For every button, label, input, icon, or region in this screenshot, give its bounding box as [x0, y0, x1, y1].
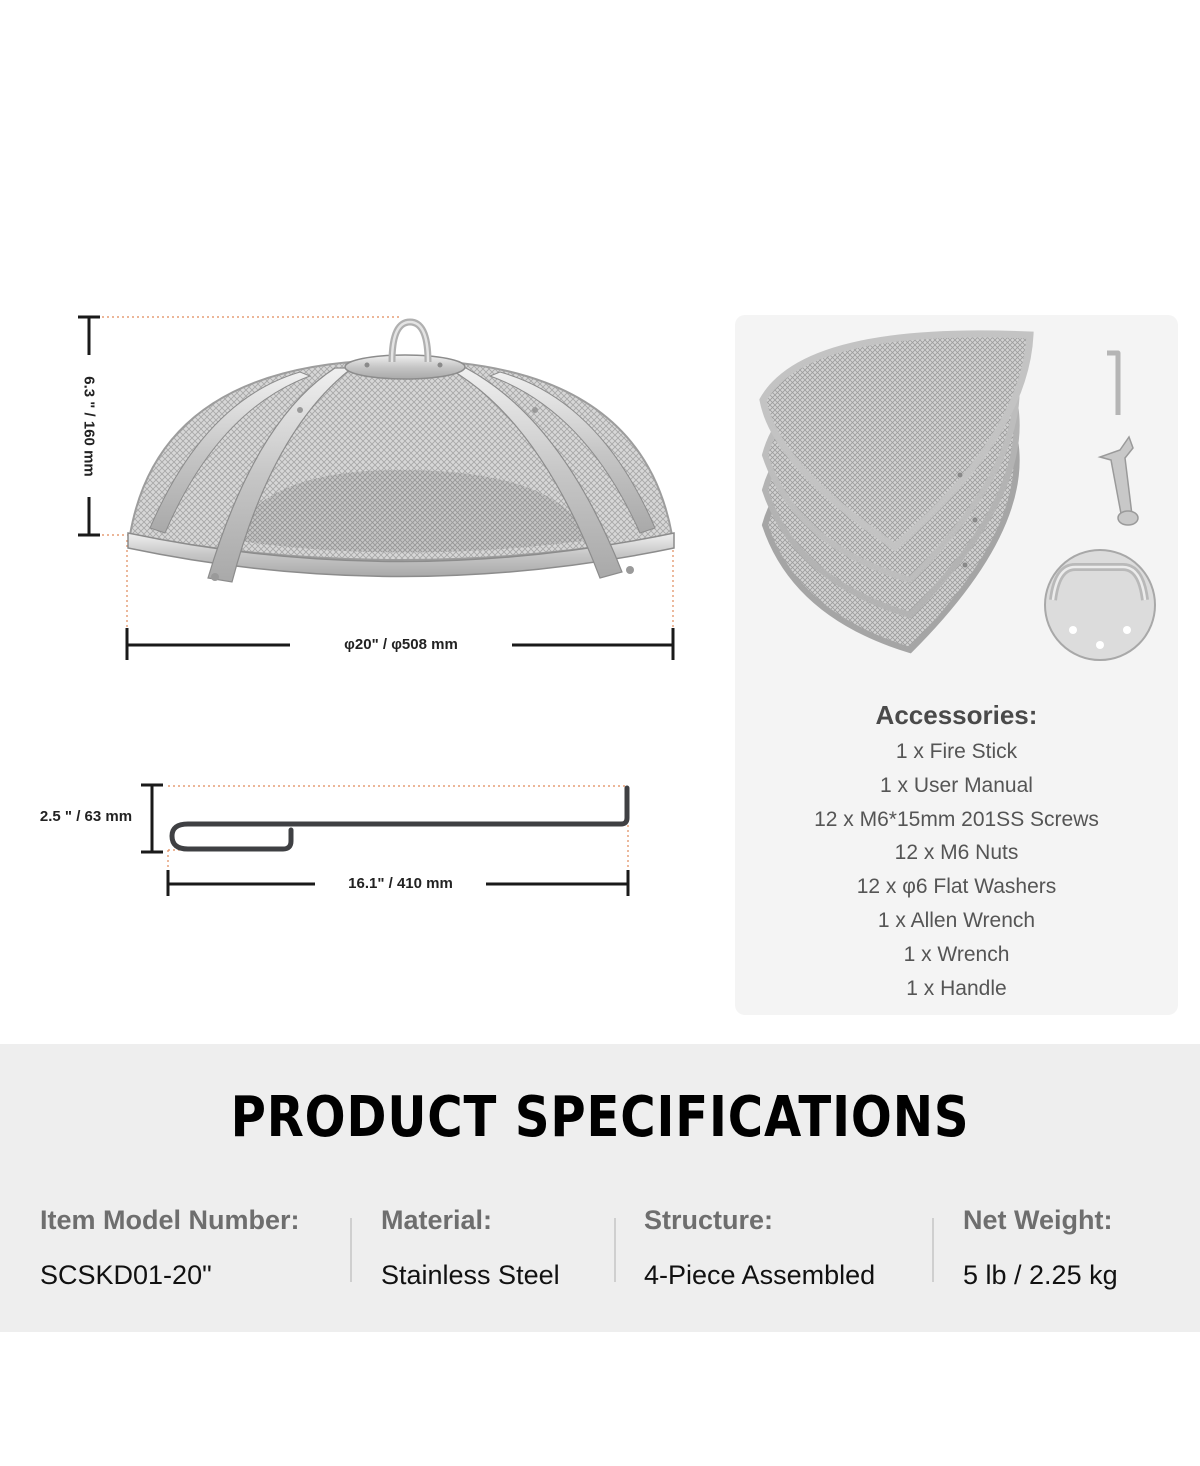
spec-divider: [614, 1218, 616, 1282]
handle-plate-icon: [1045, 550, 1155, 660]
accessory-item: 1 x User Manual: [880, 773, 1033, 797]
spec-value: 5 lb / 2.25 kg: [963, 1260, 1118, 1290]
spec-value: 4-Piece Assembled: [644, 1260, 876, 1290]
accessories-title: Accessories:: [875, 700, 1038, 730]
spec-structure: [644, 1205, 875, 1291]
accessory-item: 1 x Fire Stick: [895, 740, 1018, 763]
accessory-item: 12 x M6*15mm 201SS Screws: [814, 807, 1099, 831]
accessory-item: 12 x M6 Nuts: [894, 841, 1019, 865]
dome-diameter-label: φ20" / φ508 mm: [344, 636, 458, 653]
specifications-title: PRODUCT SPECIFICATIONS: [230, 1085, 970, 1150]
spec-divider: [932, 1218, 934, 1282]
dome-screen-illustration: [92, 317, 674, 630]
spec-net-weight: [963, 1205, 1118, 1291]
spec-label: Net Weight:: [963, 1205, 1113, 1235]
spec-value: Stainless Steel: [381, 1260, 560, 1290]
spec-material: [381, 1205, 560, 1291]
wrench-icon: [1100, 437, 1138, 525]
dome-height-label: 6.3 " / 160 mm: [80, 376, 98, 477]
spec-label: Material:: [381, 1205, 493, 1235]
accessories-illustration: [735, 315, 1178, 695]
accessory-item: 1 x Handle: [906, 976, 1007, 1000]
mesh-panels-stack: [763, 334, 1030, 650]
fire-stick-illustration: [168, 786, 628, 872]
stick-length-label: 16.1" / 410 mm: [348, 875, 453, 892]
accessories-list: [735, 738, 1178, 1008]
allen-wrench-icon: [1107, 353, 1118, 415]
spec-model-number: [40, 1205, 300, 1291]
spec-label: Structure:: [644, 1205, 774, 1235]
stick-height-label: 2.5 " / 63 mm: [39, 808, 133, 825]
accessory-item: 1 x Allen Wrench: [877, 908, 1036, 932]
accessory-item: 12 x φ6 Flat Washers: [856, 875, 1057, 899]
spec-label: Item Model Number:: [40, 1205, 300, 1235]
spec-value: SCSKD01-20": [40, 1260, 212, 1290]
accessory-item: 1 x Wrench: [903, 942, 1010, 966]
spec-divider: [350, 1218, 352, 1282]
